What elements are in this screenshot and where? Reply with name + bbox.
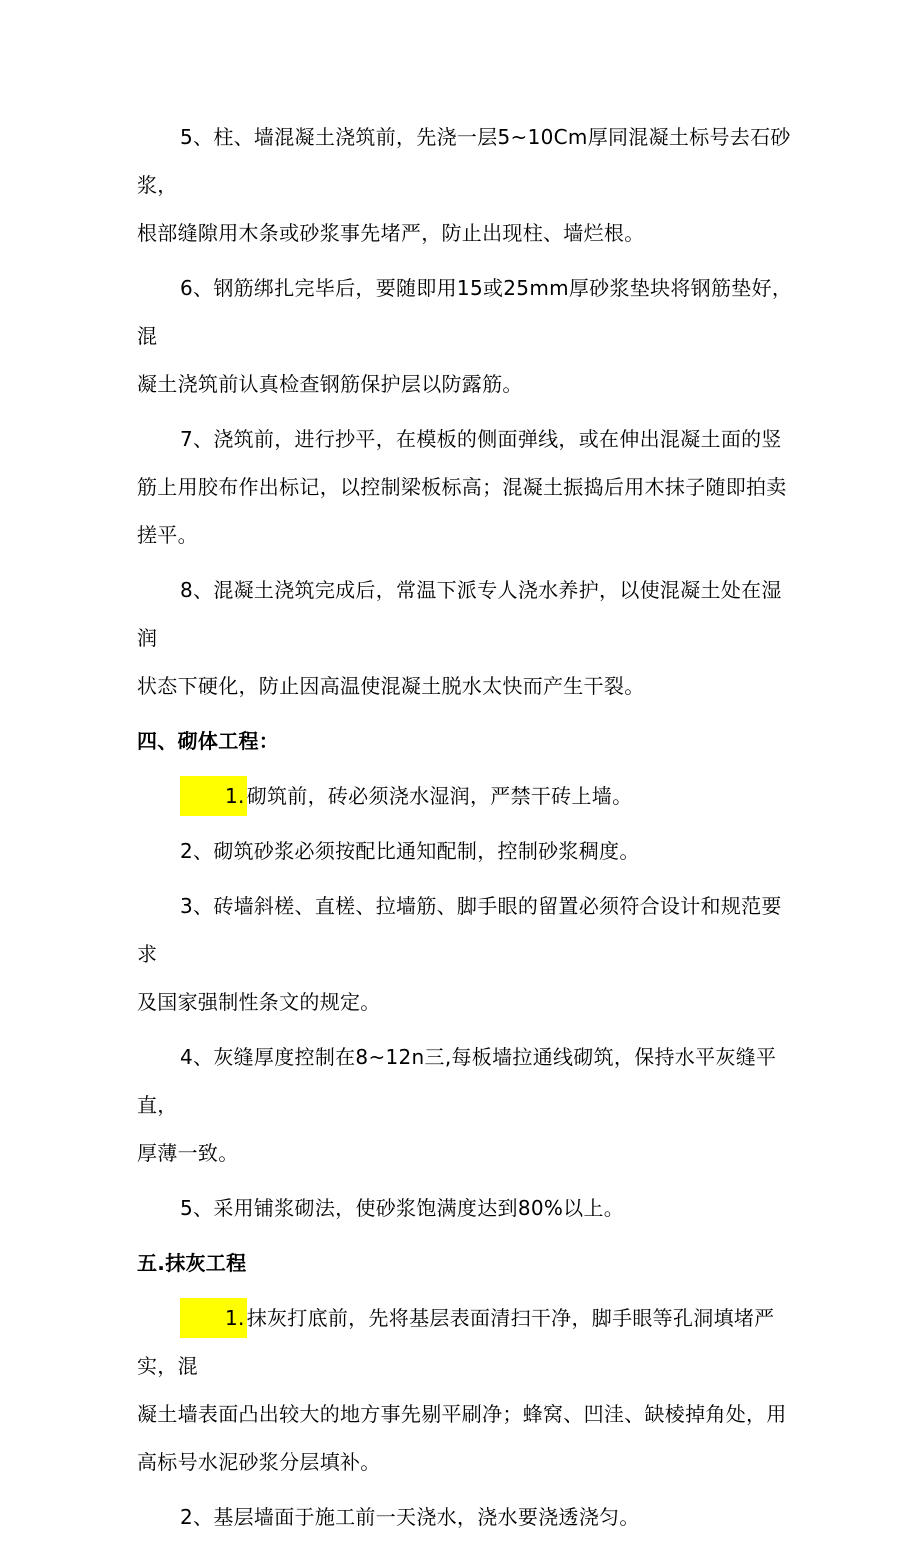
text-line: 3、砖墙斜槎、直槎、拉墙筋、脚手眼的留置必须符合设计和规范要求	[137, 894, 782, 966]
text-line	[137, 1294, 797, 1390]
text-line: 4、灰缝厚度控制在8~12n三,每板墙拉通线砌筑，保持水平灰缝平直，	[137, 1045, 777, 1117]
text-line	[137, 772, 797, 820]
paragraph-plastering-1	[137, 1294, 797, 1486]
paragraph-masonry-5	[137, 1184, 797, 1232]
paragraph-curing	[137, 566, 797, 710]
paragraph-leveling	[137, 415, 797, 559]
highlighted-marker: 1.	[180, 776, 247, 816]
text-line: 5、柱、墙混凝土浇筑前，先浇一层5~10Cm厚同混凝土标号去石砂浆，	[137, 125, 791, 197]
section-heading-masonry: 四、砌体工程：	[137, 729, 280, 753]
text-line: 厚薄一致。	[137, 1141, 239, 1165]
text-line: 搓平。	[137, 523, 198, 547]
paragraph-rebar-spacers	[137, 264, 797, 408]
text-line: 根部缝隙用木条或砂浆事先堵严，防止出现柱、墙烂根。	[137, 221, 645, 245]
highlighted-marker: 1.	[180, 1298, 247, 1338]
section-heading-plastering: 五.抹灰工程	[137, 1251, 247, 1275]
paragraph-column-wall-pouring	[137, 113, 797, 257]
text-line: 2、砌筑砂浆必须按配比通知配制，控制砂浆稠度。	[180, 839, 640, 863]
text-line: 5、采用铺浆砌法，使砂浆饱满度达到80%以上。	[180, 1196, 625, 1220]
text-line: 高标号水泥砂浆分层填补。	[137, 1450, 381, 1474]
text-line: 6、钢筋绑扎完毕后，要随即用15或25mm厚砂浆垫块将钢筋垫好，混	[137, 276, 793, 348]
paragraph-masonry-1	[137, 772, 797, 820]
text-line: 筋上用胶布作出标记，以控制梁板标高；混凝土振捣后用木抹子随即拍卖	[137, 475, 787, 499]
text-line: 凝土浇筑前认真检查钢筋保护层以防露筋。	[137, 372, 523, 396]
text-line: 状态下硬化，防止因高温使混凝土脱水太快而产生干裂。	[137, 674, 645, 698]
text-line-content: 砌筑前，砖必须浇水湿润，严禁干砖上墙。	[246, 784, 633, 808]
paragraph-masonry-2	[137, 827, 797, 875]
paragraph-masonry-4	[137, 1033, 797, 1177]
text-line: 8、混凝土浇筑完成后，常温下派专人浇水养护，以使混凝土处在湿润	[137, 578, 782, 650]
text-line: 7、浇筑前，进行抄平，在模板的侧面弹线，或在伸出混凝土面的竖	[180, 427, 782, 451]
text-line: 2、基层墙面于施工前一天浇水，浇水要浇透浇匀。	[180, 1505, 640, 1529]
paragraph-plastering-2	[137, 1493, 797, 1541]
paragraph-masonry-3	[137, 882, 797, 1026]
text-line-content: 抹灰打底前，先将基层表面清扫干净，脚手眼等孔洞填堵严实，混	[137, 1306, 775, 1378]
text-line: 凝土墙表面凸出较大的地方事先剔平刷净；蜂窝、凹洼、缺棱掉角处，用	[137, 1402, 787, 1426]
document-body	[137, 113, 797, 1548]
text-line: 及国家强制性条文的规定。	[137, 990, 381, 1014]
